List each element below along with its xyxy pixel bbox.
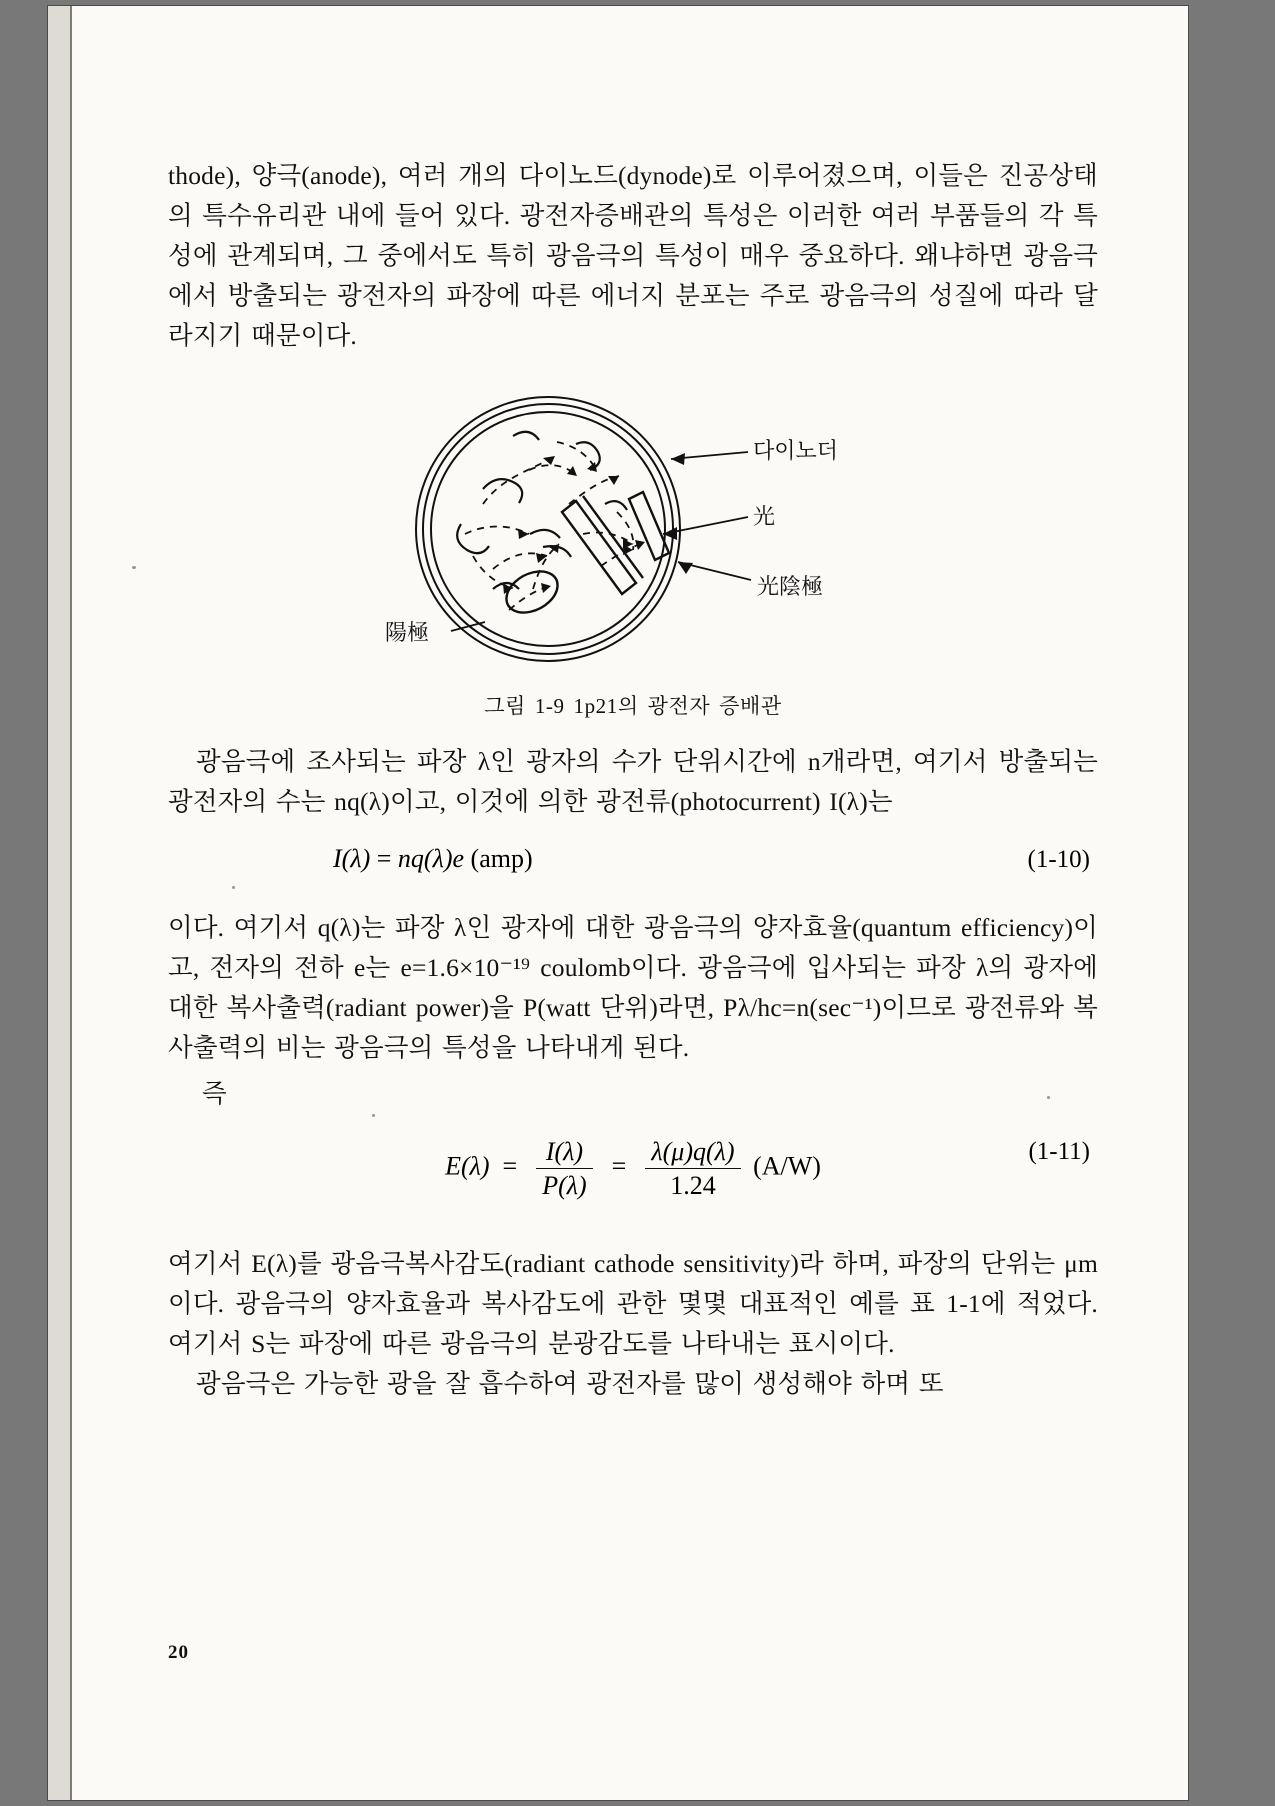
figure-label-dynode: 다이노더 [753,438,839,463]
figure-label-anode: 陽極 [385,620,430,645]
paragraph-4: 여기서 E(λ)를 광음극복사감도(radiant cathode sensitivity)라 하며, 파장의 단위는 μm이다. 광음극의 양자효율과 복사감도에 관한 몇몇 대표적인 예를 표 1-1에 적었다. 여기서 S는 파장에 따른 광음극의 분광감도를 나타내는 표시이다. [168,1249,1098,1358]
paragraph-jeuk: 즉 [202,1079,227,1108]
eq111-frac2-den: 1.24 [645,1168,740,1201]
equation-1-10 [168,844,1098,888]
eq111-lhs: E(λ) [445,1151,490,1181]
paragraph-5: 광음극은 가능한 광을 잘 흡수하여 광전자를 많이 생성해야 하며 또 [196,1369,944,1398]
eq111-frac2-num: λ(μ)q(λ) [651,1137,735,1166]
eq111-fraction-1 [536,1136,592,1201]
eq110-lhs: I(λ) [333,844,371,873]
equation-1-10-number: (1-10) [1027,846,1090,873]
figure-caption: 그림 1-9 1p21의 광전자 증배관 [484,694,782,718]
paragraph-1: thode), 양극(anode), 여러 개의 다이노드(dynode)로 이루어졌으며, 이들은 진공상태의 특수유리관 내에 들어 있다. 광전자증배관의 특성은 이러한 여러 부품들의 각 특성에 관계되며, 그 중에서도 특히 광음극의 특성이 매우 중요하다. 왜냐하면 광음극에서 방출되는 광전자의 파장에 따른 에너지 분포는 주로 광음극의 성질에 따라 달라지기 때문이다. [168,161,1098,350]
figure-drawing [333,384,933,674]
paper-sheet [72,6,1188,1800]
eq111-fraction-2 [645,1136,740,1201]
scan-gutter [48,6,72,1800]
eq110-rhs: nq(λ)e [397,844,465,873]
equation-1-11 [168,1136,1098,1220]
equation-1-10-body [333,844,533,874]
page-content [168,156,1098,1404]
equation-1-11-body [168,1136,1098,1201]
paragraph-3: 이다. 여기서 q(λ)는 파장 λ인 광자에 대한 광음극의 양자효율(quantum efficiency)이고, 전자의 전하 e는 e=1.6×10⁻¹⁹ coulomb이다. 광음극에 입사되는 파장 λ의 광자에 대한 복사출력(radiant power)을 P(watt 단위)라면, Pλ/hc=n(sec⁻¹)이므로 광전류와 복사출력의 비는 광음극의 특성을 나타내게 된다. [168,913,1098,1062]
eq111-unit: (A/W) [753,1151,821,1181]
eq111-equals-1: = [496,1151,524,1181]
scan-speck [132,566,136,569]
figure-label-light: 光 [753,504,776,529]
figure-photomultiplier [168,384,1098,684]
eq110-equals: = [376,844,392,873]
eq110-unit: (amp) [470,844,533,873]
page-number: 20 [168,1642,189,1663]
eq111-equals-2: = [605,1151,633,1181]
eq111-frac1-den: P(λ) [536,1168,592,1201]
equation-1-11-number: (1-11) [1028,1138,1090,1165]
eq111-frac1-num: I(λ) [545,1137,584,1166]
figure-label-photocathode: 光陰極 [757,574,824,599]
paragraph-2: 광음극에 조사되는 파장 λ인 광자의 수가 단위시간에 n개라면, 여기서 방출되는 광전자의 수는 nq(λ)이고, 이것에 의한 광전류(photocurrent) I(λ)는 [168,747,1098,816]
